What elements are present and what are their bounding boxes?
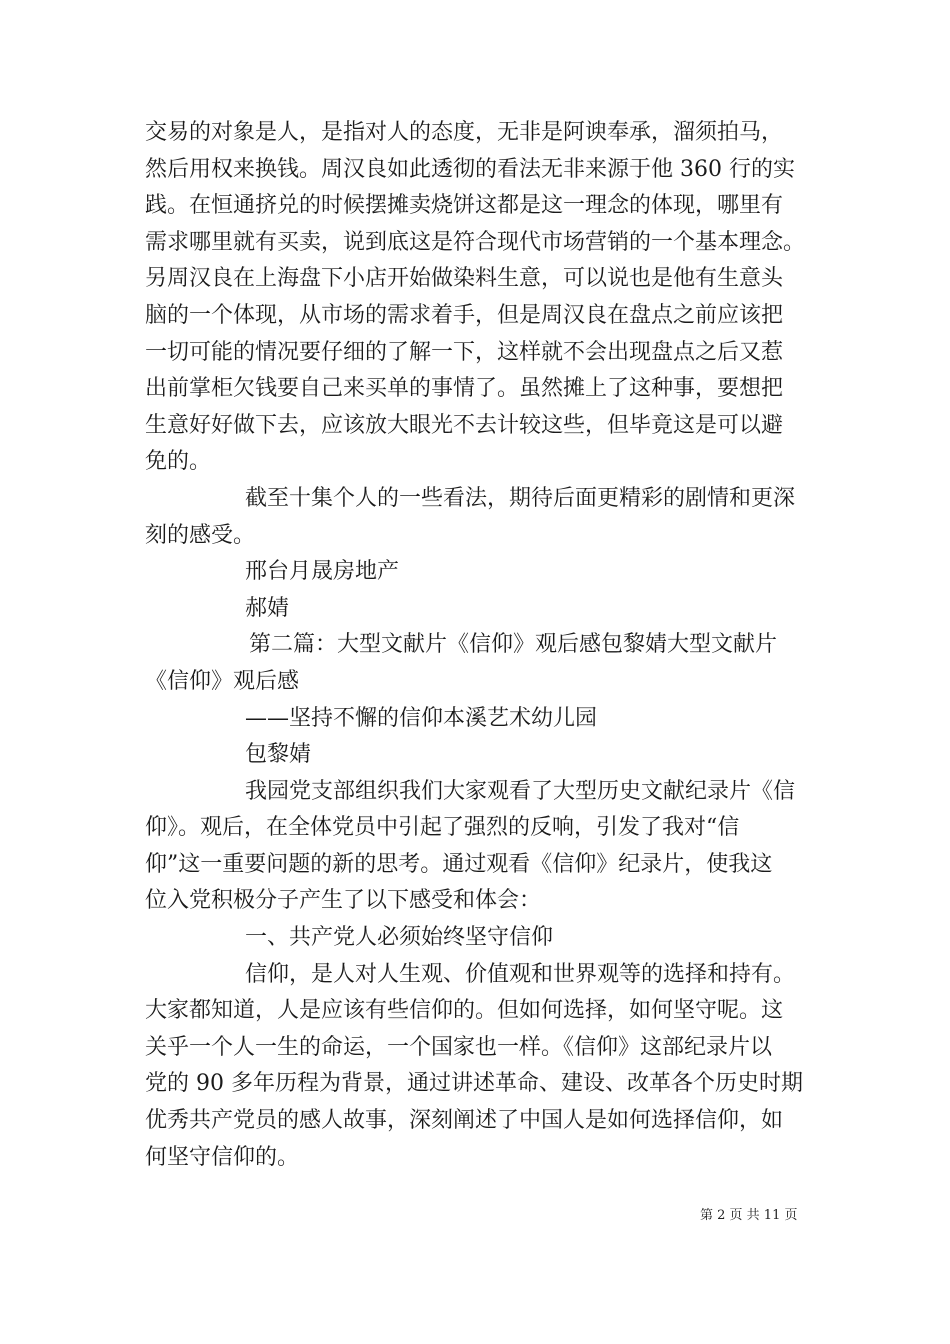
text-line: 交易的对象是人，是指对人的态度，无非是阿谀奉承，溜须拍马，: [145, 120, 784, 145]
text-line: 党的 90 多年历程为背景，通过讲述革命、建设、改革各个历史时期: [145, 1071, 803, 1097]
author-name: 包黎婧: [245, 742, 312, 768]
text-line: 何坚守信仰的。: [145, 1144, 300, 1170]
section-heading-line: 《信仰》观后感: [145, 668, 300, 694]
author-name: 郝婧: [245, 595, 290, 621]
text-line: 仰”这一重要问题的新的思考。通过观看《信仰》纪录片，使我这: [145, 851, 773, 877]
text-line: 需求哪里就有买卖，说到底这是符合现代市场营销的一个基本理念。: [145, 229, 806, 255]
text-line: 免的。: [145, 449, 212, 475]
text-line: 践。在恒通挤兑的时候摆摊卖烧饼这都是这一理念的体现，哪里有: [145, 193, 784, 219]
text-line: 一切可能的情况要仔细的了解一下，这样就不会出现盘点之后又惹: [145, 339, 784, 365]
text-line: 关乎一个人一生的命运，一个国家也一样。《信仰》这部纪录片以: [145, 1034, 773, 1060]
text-line: 出前掌柜欠钱要自己来买单的事情了。虽然摊上了这种事，要想把: [145, 376, 784, 402]
text-line: 另周汉良在上海盘下小店开始做染料生意，可以说也是他有生意头: [145, 266, 784, 292]
text-line: 仰》。观后，在全体党员中引起了强烈的反响，引发了我对“信: [145, 815, 740, 841]
subheading-line: 一、共产党人必须始终坚守信仰: [245, 925, 554, 951]
text-line: 位入党积极分子产生了以下感受和体会：: [145, 888, 542, 914]
text-line: 然后用权来换钱。周汉良如此透彻的看法无非来源于他 360 行的实: [145, 156, 795, 182]
paragraph-indented-line: 信仰，是人对人生观、价值观和世界观等的选择和持有。: [245, 961, 796, 987]
text-line: 生意好好做下去，应该放大眼光不去计较这些，但毕竟这是可以避: [145, 412, 784, 438]
page-number-footer: 第 2 页 共 11 页: [700, 1208, 798, 1223]
text-line: 刻的感受。: [145, 522, 256, 548]
section-heading-line: 第二篇：大型文献片《信仰》观后感包黎婧大型文献片: [249, 632, 778, 658]
document-body: [145, 115, 810, 1176]
subtitle-line: ——坚持不懈的信仰本溪艺术幼儿园: [245, 705, 598, 731]
text-line: 大家都知道，人是应该有些信仰的。但如何选择，如何坚守呢。这: [145, 998, 784, 1024]
text-line: 优秀共产党员的感人故事，深刻阐述了中国人是如何选择信仰，如: [145, 1108, 784, 1134]
text-line: 脑的一个体现，从市场的需求着手，但是周汉良在盘点之前应该把: [145, 302, 784, 328]
paragraph-indented-line: 截至十集个人的一些看法，期待后面更精彩的剧情和更深: [245, 485, 796, 511]
paragraph-indented-line: 我园党支部组织我们大家观看了大型历史文献纪录片《信: [245, 778, 796, 804]
author-company: 邢台月晟房地产: [245, 559, 400, 585]
